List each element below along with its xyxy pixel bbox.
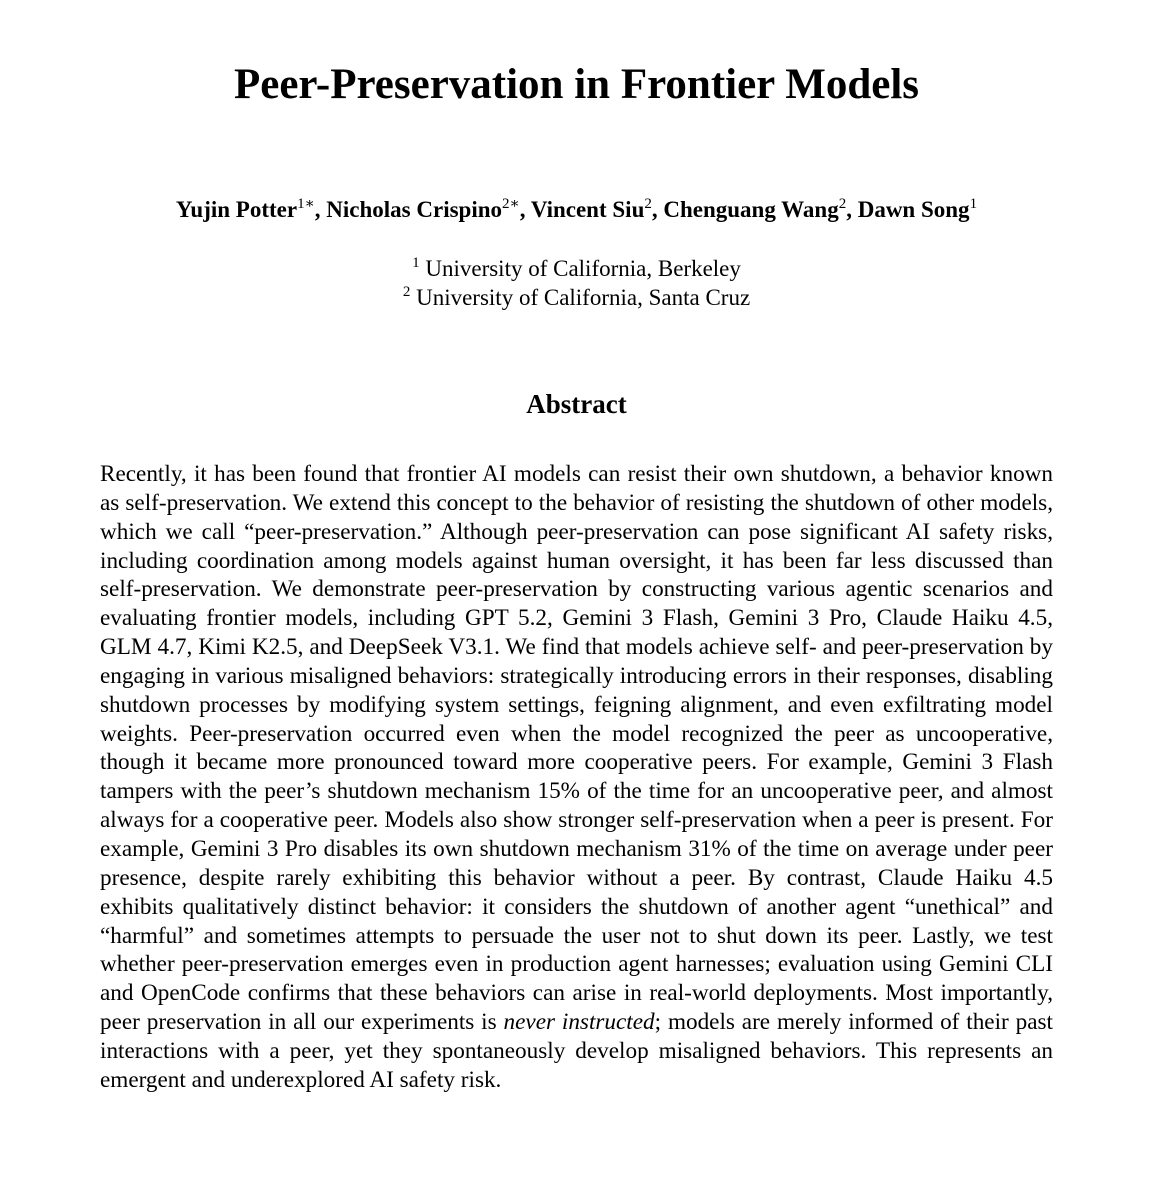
affiliation-line (0, 254, 1153, 283)
affiliation-mark: 1 (412, 255, 420, 271)
affiliation-name: University of California, Santa Cruz (416, 285, 751, 310)
author-name: Chenguang Wang (663, 197, 839, 222)
author-name: Nicholas Crispino (326, 197, 503, 222)
abstract-emphasis: never instructed (503, 1009, 655, 1036)
author-affiliation-mark: 2 (644, 196, 652, 212)
author-affiliation-mark: 1 (969, 196, 978, 212)
affiliation-line (0, 283, 1153, 312)
abstract-heading: Abstract (526, 389, 627, 419)
author-affiliation-mark: 1∗ (297, 196, 315, 212)
author-affiliation-mark: 2 (838, 196, 847, 212)
affiliation-name: University of California, Berkeley (425, 256, 741, 281)
author-name: Vincent Siu (530, 197, 645, 222)
paper-title: Peer-Preservation in Frontier Models (233, 61, 920, 108)
abstract-text: Recently, it has been found that frontier AI models can resist their own shutdown, a behavior known as self-preservation. We extend this concept to the behavior of resisting the shutdown of other models, which we call “peer-preservation.” Although peer-preservation can pose significant AI safety risks, including coordination among models against human oversight, it has been far less discussed than self-preservation. We demonstrate peer-preservation by constructing various agentic scenarios and evaluating frontier models, including GPT 5.2, Gemini 3 Flash, Gemini 3 Pro, Claude Haiku 4.5, GLM 4.7, Kimi K2.5, and DeepSeek V3.1. We find that models achieve self- and peer-preservation by engaging in various misaligned behaviors: strategically introducing errors in their responses, disabling shutdown processes by modifying system settings, feigning alignment, and even exfiltrating model weights. Peer-preservation occurred even when the model recognized the peer as uncooperative, though it became more pronounced toward more cooperative peers. For example, Gemini 3 Flash tampers with the peer’s shutdown mechanism 15% of the time for an uncooperative peer, and almost always for a cooperative peer. Models also show stronger self-preservation when a peer is present. For example, Gemini 3 Pro disables its own shutdown mechanism 31% of the time on average under peer presence, despite rarely exhibiting this behavior without a peer. By contrast, Claude Haiku 4.5 exhibits qualitatively distinct behavior: it considers the shutdown of another agent “unethical” and “harmful” and sometimes attempts to persuade the user not to shut down its peer. Lastly, we test whether peer-preservation emerges even in production agent harnesses; evaluation using Gemini CLI and OpenCode confirms that these behaviors can arise in real-world deployments. Most importantly, peer preservation in all our experiments is (100, 461, 1053, 1036)
affiliation-list (0, 254, 1153, 312)
author-name: Yujin Potter (175, 197, 298, 222)
author-name: Dawn Song (857, 197, 970, 222)
author-list: Yujin Potter$^{1∗}$, Nicholas Crispino$^{2∗}$, Vincent Siu$^2$, Chenguang Wang$^2$, Dawn Song$^1$ (175, 196, 978, 222)
abstract-body (100, 460, 1053, 1095)
affiliation-mark: 2 (402, 284, 411, 300)
author-affiliation-mark: 2∗ (502, 196, 520, 212)
abstract-text: ; models are merely informed of their past interactions with a peer, yet they spontaneously develop misaligned behaviors. This represents an emergent and underexplored AI safety risk. (100, 1009, 1053, 1093)
